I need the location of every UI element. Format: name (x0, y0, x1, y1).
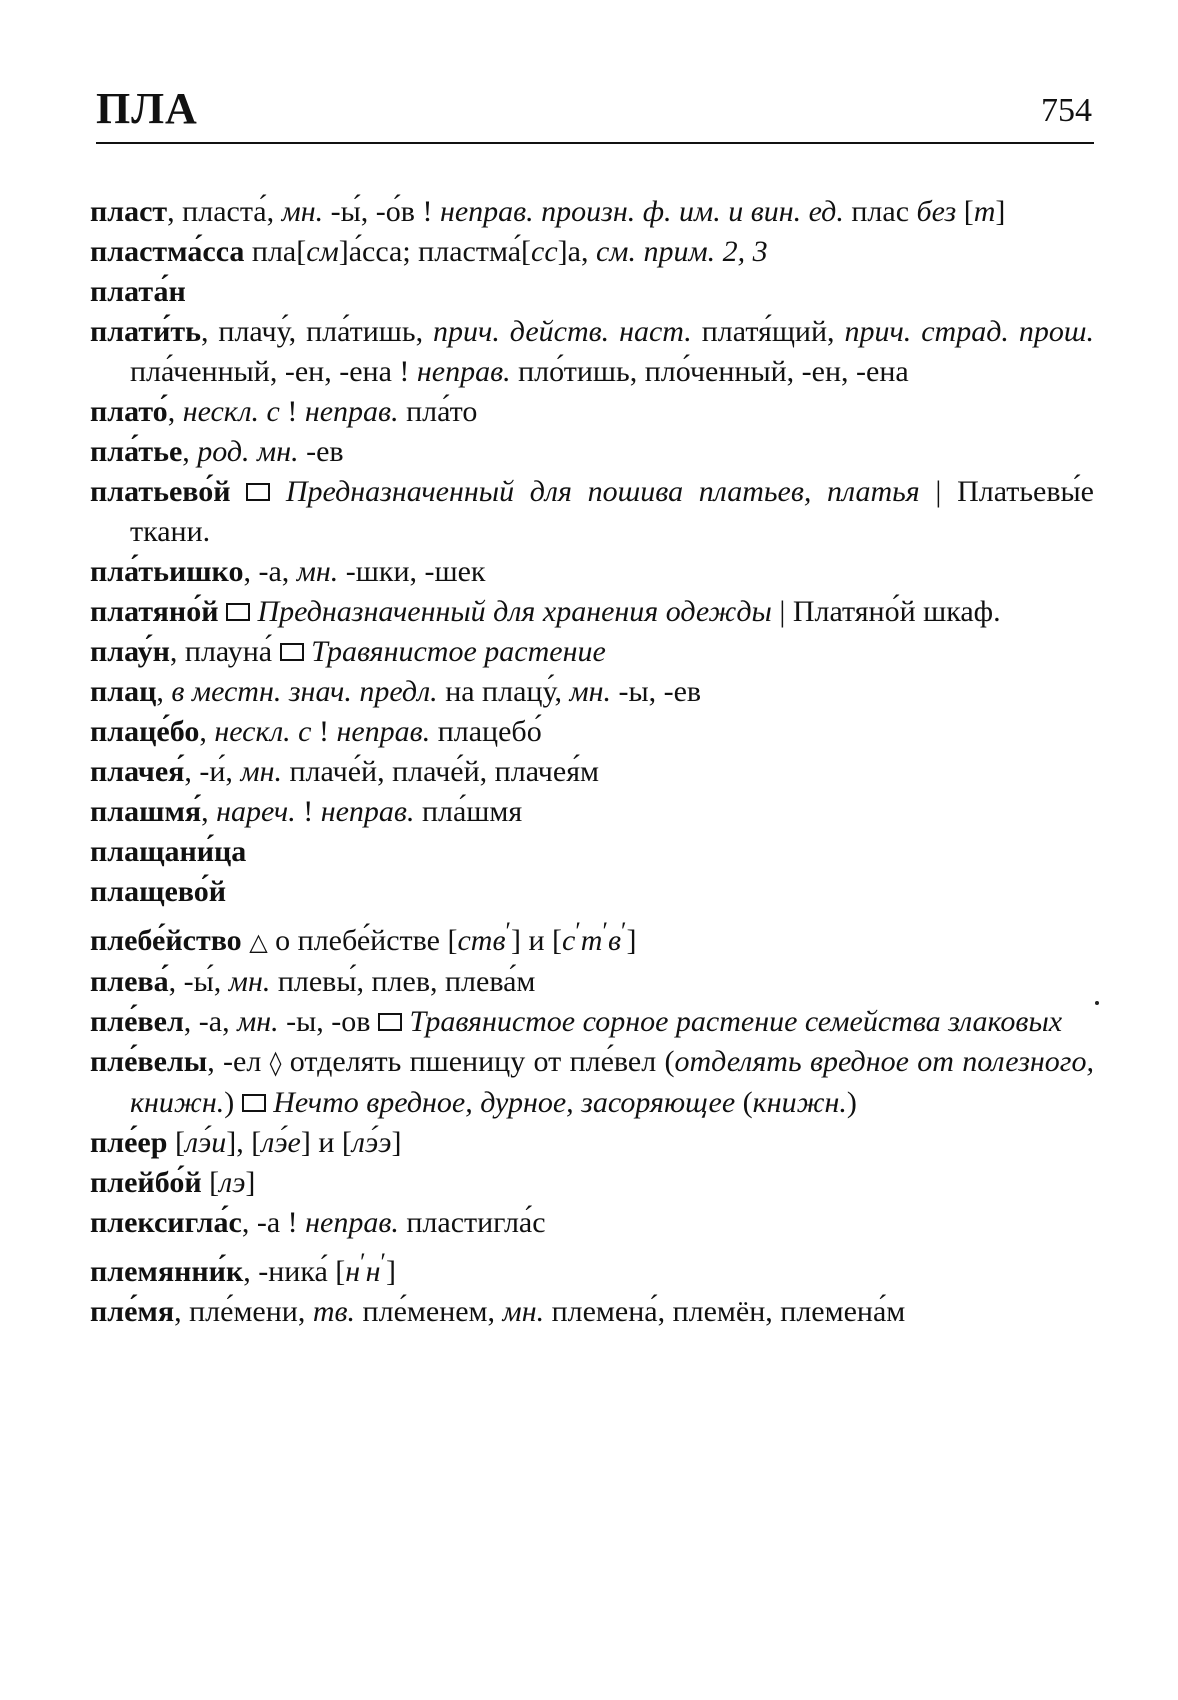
italic-note: мн. (237, 1005, 279, 1038)
italic-note: неправ. (305, 1206, 399, 1239)
headword: плачея́ (90, 755, 185, 788)
entry-text: плаче́й, плаче́й, плачея́м (281, 755, 599, 788)
entry-text (231, 475, 247, 508)
italic-note: см (306, 235, 339, 268)
headword: плейбо́й (90, 1166, 202, 1199)
symbol-icon: △ (249, 928, 268, 956)
headword: платяно́й (90, 595, 219, 628)
entry-text: пла́шмя (414, 795, 523, 828)
italic-note: неправ. (336, 715, 431, 748)
italic-note: мн. (502, 1295, 545, 1328)
italic-note: нареч. (216, 795, 296, 828)
entry-text: ] и [ (510, 924, 562, 957)
entry-plemyannik (90, 1243, 1094, 1292)
entry-text: | Платьевы́е ткани. (130, 475, 1094, 548)
italic-note: нескл. с (182, 395, 280, 428)
entry-plaun (90, 632, 1094, 672)
entry-platievoy (90, 472, 1094, 552)
entry-plato (90, 392, 1094, 432)
definition-box-icon (226, 603, 250, 621)
softness-mark: ʹ (620, 918, 627, 945)
italic-note: мн. (281, 195, 324, 228)
entry-text: , (201, 795, 217, 828)
entry-text: ! (311, 715, 337, 748)
entry-text: ]а, (557, 235, 596, 268)
italic-note: ств (457, 924, 506, 957)
entry-text: , -ы́, (168, 965, 229, 998)
italic-note: в местн. знач. предл. (171, 675, 438, 708)
entry-plevel (90, 1002, 1094, 1042)
entry-pleksiglas (90, 1203, 1094, 1243)
entry-text: ) (224, 1086, 242, 1119)
entry-pleva (90, 962, 1094, 1002)
italic-note: Травянистое сорное растение семейства злаковых (409, 1005, 1063, 1038)
headword: плащево́й (90, 875, 227, 908)
headword: платьево́й (90, 475, 231, 508)
entry-plashmya (90, 792, 1094, 832)
italic-note: мн. (296, 555, 339, 588)
entry-text: -шки, -шек (338, 555, 486, 588)
page-number: 754 (1041, 92, 1092, 129)
entry-text: пла[ (244, 235, 307, 268)
entry-text: , -а, (183, 1005, 238, 1038)
entry-text: платя́щий, (691, 315, 845, 348)
headword: пласт (90, 195, 168, 228)
entry-platie (90, 432, 1094, 472)
italic-note: в (607, 924, 621, 957)
headword: плева́ (90, 965, 169, 998)
entry-text: , (199, 715, 215, 748)
page-header (96, 84, 1094, 144)
entry-platit (90, 312, 1094, 392)
entry-text: , -ника́ [ (243, 1255, 346, 1288)
entry-text: , -а, (243, 555, 297, 588)
entry-plebeystvo (90, 912, 1094, 962)
entry-text: , (182, 435, 198, 468)
italic-note: т (973, 195, 996, 228)
entry-text: [ (167, 1126, 185, 1159)
dictionary-entries (90, 192, 1094, 1332)
italic-note: прич. действ. наст. (433, 315, 692, 348)
entry-text: -ев (298, 435, 344, 468)
italic-note: н (345, 1255, 361, 1288)
entry-text: отделять пшеницу от пле́вел ( (281, 1045, 675, 1078)
entry-text: ! (295, 795, 321, 828)
italic-note: т (580, 924, 603, 957)
entry-text: о плебе́йстве [ (267, 924, 458, 957)
entry-plaschevoy (90, 872, 1094, 912)
entry-plastmassa (90, 232, 1094, 272)
entry-text: ) (846, 1086, 857, 1119)
entry-text: ] (391, 1126, 402, 1159)
entry-pleyboy (90, 1163, 1094, 1203)
italic-note: род. мн. (197, 435, 299, 468)
entry-text: плацебо́ (430, 715, 542, 748)
entry-text: на плацу́, (437, 675, 570, 708)
headword: пле́ер (90, 1126, 168, 1159)
italic-note: лэ́е (261, 1126, 301, 1159)
italic-note: книжн. (752, 1086, 847, 1119)
running-head: ПЛА (96, 84, 198, 133)
headword: пле́вел (90, 1005, 184, 1038)
italic-note: Предназначенный для пошива платьев, платья (285, 475, 920, 508)
headword: плебе́йство (90, 924, 242, 957)
italic-note: неправ. (416, 355, 511, 388)
entry-text (218, 595, 226, 628)
symbol-icon: ◊ (269, 1049, 282, 1077)
headword: племянни́к (90, 1255, 244, 1288)
entry-text: ] (245, 1166, 256, 1199)
entry-platishko (90, 552, 1094, 592)
entry-text: , пле́мени, (174, 1295, 313, 1328)
entry-text: плевы́, плев, плева́м (270, 965, 536, 998)
entry-text: [ (956, 195, 974, 228)
headword: плащани́ца (90, 835, 247, 868)
italic-note: без (916, 195, 957, 228)
softness-mark: ʹ (360, 1249, 366, 1276)
definition-box-icon (242, 1094, 266, 1112)
italic-note: Нечто вредное, дурное, засоряющее (273, 1086, 736, 1119)
italic-note: нескл. с (214, 715, 312, 748)
headword: плашмя́ (90, 795, 202, 828)
entry-text: , (156, 675, 172, 708)
entry-text: пла́то (398, 395, 478, 428)
italic-note: лэ́э (351, 1126, 392, 1159)
entry-text: пластигла́с (398, 1206, 546, 1239)
definition-box-icon (280, 643, 304, 661)
softness-mark: ʹ (505, 918, 511, 945)
italic-note: см. прим. 2, 3 (595, 235, 768, 268)
entry-plaschanitsa (90, 832, 1094, 872)
entry-text: [ (201, 1166, 220, 1199)
entry-text: ( (735, 1086, 753, 1119)
entry-text: племена́, племён, племена́м (544, 1295, 906, 1328)
entry-text: -ы, -ов (278, 1005, 378, 1038)
headword: пла́тьишко (90, 555, 244, 588)
headword: пла́тье (90, 435, 183, 468)
definition-box-icon (378, 1013, 402, 1031)
entry-text: ] (995, 195, 1006, 228)
entry-text: пле́менем, (355, 1295, 503, 1328)
entry-text: , -а ! (241, 1206, 306, 1239)
entry-pleer (90, 1123, 1094, 1163)
italic-note: неправ. (304, 395, 399, 428)
italic-note: мн. (228, 965, 271, 998)
print-speck (1095, 1001, 1099, 1005)
entry-platan (90, 272, 1094, 312)
entry-text: ] (386, 1255, 396, 1288)
entry-plast (90, 192, 1094, 232)
entry-text: плас (843, 195, 917, 228)
italic-note: с (562, 924, 576, 957)
italic-note: Травянистое растение (311, 635, 606, 668)
italic-note: неправ. произн. ф. им. и вин. ед. (439, 195, 844, 228)
entry-plats (90, 672, 1094, 712)
entry-text: , (167, 395, 183, 428)
italic-note: сс (531, 235, 558, 268)
italic-note: тв. (312, 1295, 356, 1328)
italic-note: неправ. (320, 795, 415, 828)
headword: пле́велы (90, 1045, 208, 1078)
entry-placheya (90, 752, 1094, 792)
entry-text: , пласта́, (167, 195, 282, 228)
headword: плаце́бо (90, 715, 200, 748)
headword: плексигла́с (90, 1206, 242, 1239)
softness-mark: ʹ (575, 918, 581, 945)
headword: плац (90, 675, 157, 708)
headword: пластма́сса (90, 235, 245, 268)
entry-text: ! (279, 395, 305, 428)
headword: плати́ть (90, 315, 201, 348)
entry-text: | Платяно́й шкаф. (771, 595, 1001, 628)
entry-text (304, 635, 312, 668)
entry-text: ]а́сса; пластма́[ (338, 235, 532, 268)
softness-mark: ʹ (380, 1249, 386, 1276)
italic-note: мн. (569, 675, 611, 708)
italic-note: лэ́и (184, 1126, 227, 1159)
entry-text: -ы, -ев (610, 675, 702, 708)
entry-text: -ы́, -о́в ! (323, 195, 440, 228)
headword: пле́мя (90, 1295, 175, 1328)
entry-platsebo (90, 712, 1094, 752)
entry-text: ], [ (226, 1126, 262, 1159)
entry-text: ] и [ (300, 1126, 352, 1159)
entry-text: пла́ченный, -ен, -ена ! (130, 355, 417, 388)
definition-box-icon (246, 483, 270, 501)
entry-text: , -ел (207, 1045, 270, 1078)
headword: плато́ (90, 395, 168, 428)
entry-text: пло́тишь, пло́ченный, -ен, -ена (510, 355, 909, 388)
italic-note: отделять вредное от полезного, книжн. (130, 1045, 1094, 1119)
headword: плата́н (90, 275, 186, 308)
entry-text: ] (626, 924, 637, 957)
italic-note: лэ (219, 1166, 246, 1199)
entry-text: , -и́, (184, 755, 241, 788)
softness-mark: ʹ (602, 918, 608, 945)
italic-note: Предназначенный для хранения одежды (257, 595, 772, 628)
italic-note: н (365, 1255, 381, 1288)
entry-plemya (90, 1292, 1094, 1332)
entry-platyanoy (90, 592, 1094, 632)
entry-plevely (90, 1042, 1094, 1123)
entry-text (270, 475, 286, 508)
entry-text: , плачу́, пла́тишь, (200, 315, 434, 348)
italic-note: мн. (240, 755, 282, 788)
entry-text: , плауна́ (169, 635, 280, 668)
headword: плау́н (90, 635, 170, 668)
italic-note: прич. страд. прош. (844, 315, 1094, 348)
